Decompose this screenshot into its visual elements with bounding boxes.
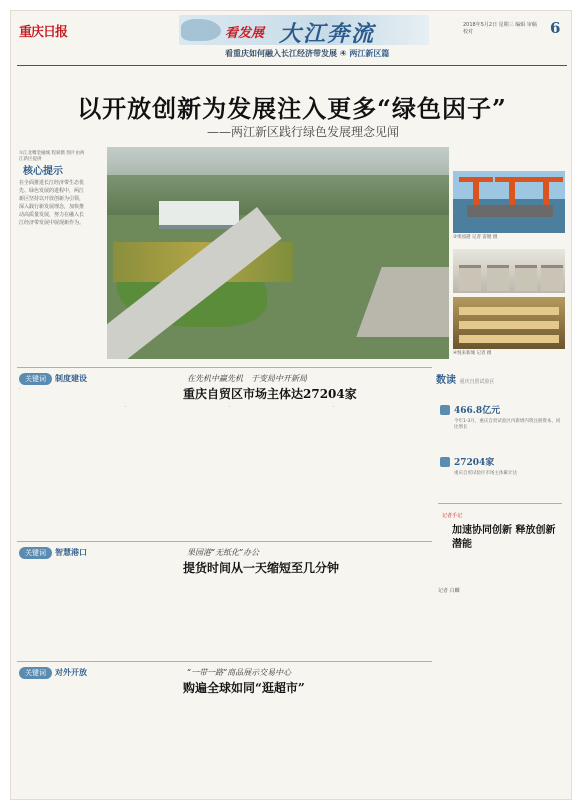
machine-shape (541, 265, 563, 291)
article-column: · (125, 405, 127, 410)
banner-left-text: 看发展 (225, 26, 265, 41)
stat-description: 今年1-3月，重庆自贸试验区内新增内资注册资本，同比增长 (454, 419, 561, 430)
section-name: 制度建设 (55, 374, 87, 383)
sidebar-title-text: 数读 (436, 375, 456, 386)
reporter-note-tag: 记者手记 (442, 513, 463, 519)
machine-shape (515, 265, 537, 291)
series-title-text: 看重庆如何融入长江经济带发展 (225, 49, 337, 58)
port-caption: ②果园港 记者 雷键 摄 (453, 235, 498, 240)
dateline: 2018年5月2日 星期三 编辑 审稿 校对 (463, 22, 537, 35)
page-headline: 以开放创新为发展注入更多“绿色因子” (77, 94, 507, 123)
main-aerial-photo (107, 147, 449, 359)
port-photo (453, 171, 565, 233)
column-banner (179, 15, 429, 45)
photo-building (159, 201, 239, 229)
machine-shape (459, 265, 481, 291)
data-sidebar (436, 365, 566, 800)
machine-shape (487, 265, 509, 291)
keyword-tag: 关键词 (19, 373, 52, 385)
reporter-note-title: 加速协同创新 释放创新潜能 (452, 525, 556, 550)
article-column: · (333, 405, 335, 410)
article-title: 购遍全球如同“逛超市” (183, 681, 305, 695)
keyword-tag: 关键词 (19, 667, 52, 679)
section-divider (17, 367, 432, 368)
sidebar-title-note: 重庆自贸试验区 (459, 379, 495, 385)
newspaper-page (10, 10, 572, 800)
section-divider (17, 541, 432, 542)
paper-name: 重庆日报 (19, 25, 68, 40)
article-title: 重庆自贸区市场主体达27204家 (183, 387, 357, 401)
masthead-rule (17, 65, 567, 66)
series-title (225, 48, 389, 59)
series-number: ④ (339, 49, 347, 58)
expo-caption: ④悦来新城 记者 摄 (453, 351, 492, 356)
article-kicker: 果园港“无纸化”办公 (187, 548, 260, 557)
shelf-shape (459, 335, 559, 343)
core-tip-label: 核心提示 (23, 166, 63, 177)
core-tip-text: 在全面推进长江经济带生态优先、绿色发展的进程中，两江新区坚持以开放创新为引领，深入践行新发展理念，加快推动高质量发展，努力在融入长江经济带发展中展现新作为。 (19, 180, 85, 226)
shelf-shape (459, 321, 559, 329)
reporter-byline: 记者 白麟 (438, 588, 460, 594)
stat-value: 27204家 (454, 458, 495, 468)
series-tag: 两江新区篇 (349, 49, 390, 58)
ship-shape (467, 205, 553, 217)
photo-rooftop (356, 267, 449, 337)
masthead (11, 11, 572, 69)
reporter-note (438, 503, 562, 575)
article-column: · (19, 387, 21, 392)
article-kicker: 在先机中赢先机 于变局中开新局 (187, 374, 307, 383)
building-icon (440, 457, 450, 467)
sidebar-title (436, 371, 495, 386)
section-name: 对外开放 (55, 668, 87, 677)
article-title: 提货时间从一天缩短至几分钟 (183, 561, 340, 575)
stat-value: 466.8亿元 (454, 406, 501, 416)
section-name: 智慧港口 (55, 548, 87, 557)
factory-photo (453, 249, 565, 293)
page-subhead: ——两江新区践行绿色发展理念见闻 (207, 125, 400, 139)
article-column: · (229, 405, 231, 410)
page-number: 6 (550, 19, 561, 37)
expo-photo (453, 297, 565, 349)
shelf-shape (459, 307, 559, 315)
chongqing-map-icon (181, 19, 221, 41)
stat-description: 重庆自贸试验区市场主体累计达 (454, 471, 517, 476)
article-kicker: “一带一路”商品展示交易中心 (187, 668, 292, 677)
section-divider (17, 661, 432, 662)
bar-chart-icon (440, 405, 450, 415)
banner-right-text: 大江奔流 (279, 21, 376, 45)
keyword-tag: 关键词 (19, 547, 52, 559)
photo-credit: ①江北嘴金融城 程斌摄 图片由两江新区提供 (19, 151, 85, 162)
